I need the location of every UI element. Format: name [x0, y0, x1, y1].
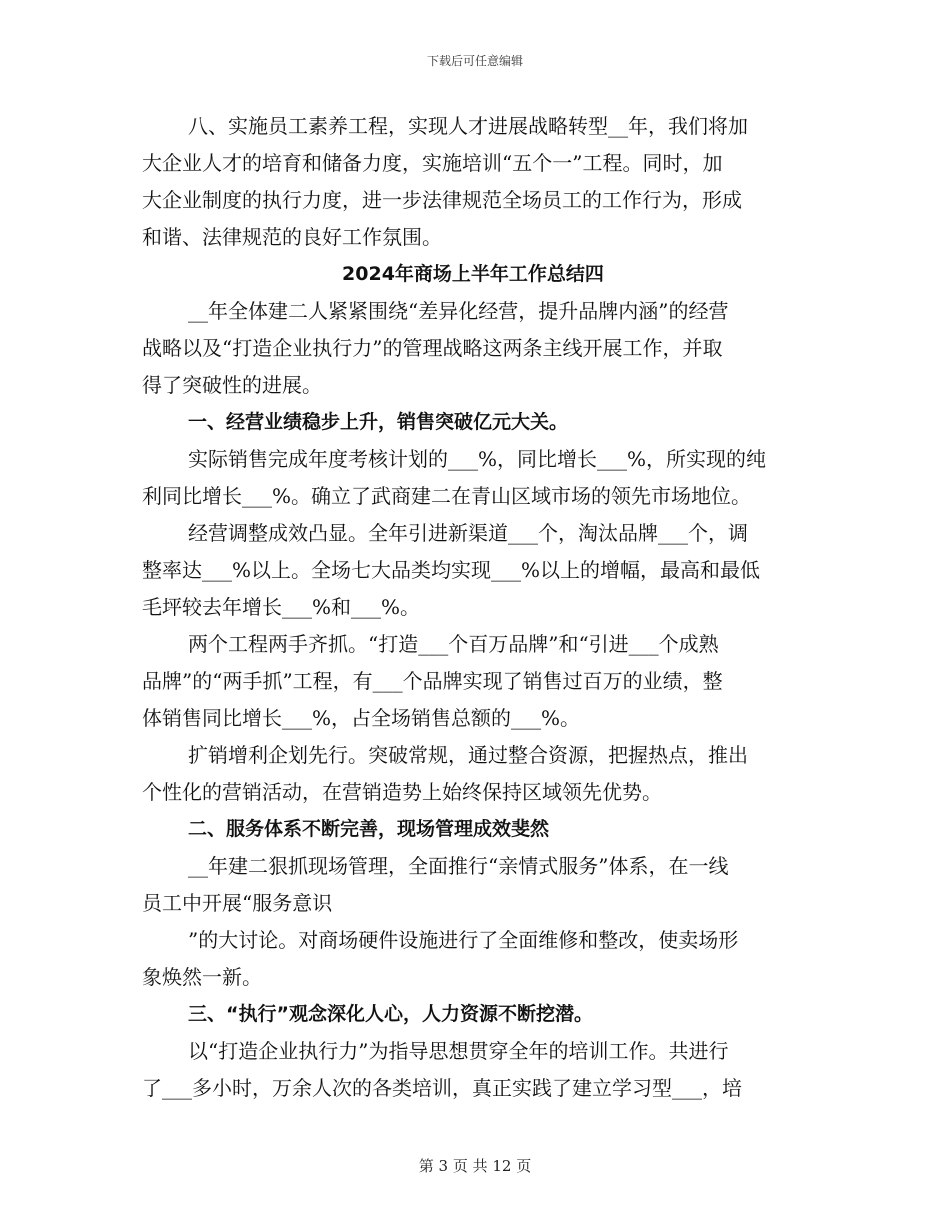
paragraph-line: 象焕然一新。 [142, 965, 262, 989]
paragraph-line: __年全体建二人紧紧围绕“差异化经营，提升品牌内涵”的经营 [188, 299, 729, 323]
paragraph-line: 以“打造企业执行力”为指导思想贯穿全年的培训工作。共进行 [188, 1039, 729, 1063]
paragraph-line: 品牌”的“两手抓”工程，有___个品牌实现了销售过百万的业绩，整 [142, 669, 723, 693]
section-heading: 二、服务体系不断完善，现场管理成效斐然 [188, 818, 550, 840]
paragraph-line: 利同比增长___%。确立了武商建二在青山区域市场的领先市场地位。 [142, 484, 752, 508]
paragraph-line: 和谐、法律规范的良好工作氛围。 [142, 225, 442, 249]
paragraph-line: 大企业人才的培育和储备力度，实施培训“五个一”工程。同时，加 [142, 151, 723, 175]
paragraph-line: 两个工程两手齐抓。“打造___个百万品牌”和“引进___个成熟 [188, 632, 719, 656]
paragraph-line: 八、实施员工素养工程，实现人才进展战略转型__年，我们将加 [188, 114, 748, 138]
paragraph-line: 战略以及“打造企业执行力”的管理战略这两条主线开展工作，并取 [142, 336, 723, 360]
paragraph-line: __年建二狠抓现场管理，全面推行“亲情式服务”体系，在一线 [188, 854, 729, 878]
paragraph-line: 扩销增利企划先行。突破常规，通过整合资源，把握热点，推出 [188, 743, 748, 767]
paragraph-line: ”的大讨论。对商场硬件设施进行了全面维修和整改，使卖场形 [188, 928, 739, 952]
paragraph-line: 个性化的营销活动，在营销造势上始终保持区域领先优势。 [142, 780, 662, 804]
section-title: 2024年商场上半年工作总结四 [342, 263, 604, 285]
paragraph-line: 得了突破性的进展。 [142, 373, 322, 397]
paragraph-line: 整率达___%以上。全场七大品类均实现___%以上的增幅，最高和最低 [142, 558, 761, 582]
page-header-note: 下载后可任意编辑 [426, 54, 523, 68]
section-heading: 一、经营业绩稳步上升，销售突破亿元大关。 [188, 411, 569, 433]
document-body [142, 108, 804, 1107]
paragraph-line: 员工中开展“服务意识 [142, 891, 333, 915]
paragraph-line: 实际销售完成年度考核计划的___%，同比增长___%，所实现的纯 [188, 447, 767, 471]
paragraph-line: 了___多小时，万余人次的各类培训，真正实践了建立学习型___，培 [142, 1076, 742, 1100]
paragraph-line: 经营调整成效凸显。全年引进新渠道___个，淘汰品牌___个，调 [188, 521, 748, 545]
paragraph-line: 毛坪较去年增长___%和___%。 [142, 595, 421, 619]
section-heading: 三、“执行”观念深化人心，人力资源不断挖潜。 [188, 1003, 593, 1025]
paragraph-line: 体销售同比增长___%，占全场销售总额的___%。 [142, 706, 581, 730]
page-footer-number: 第 3 页 共 12 页 [418, 1157, 532, 1175]
paragraph-line: 大企业制度的执行力度，进一步法律规范全场员工的工作行为，形成 [142, 188, 742, 212]
